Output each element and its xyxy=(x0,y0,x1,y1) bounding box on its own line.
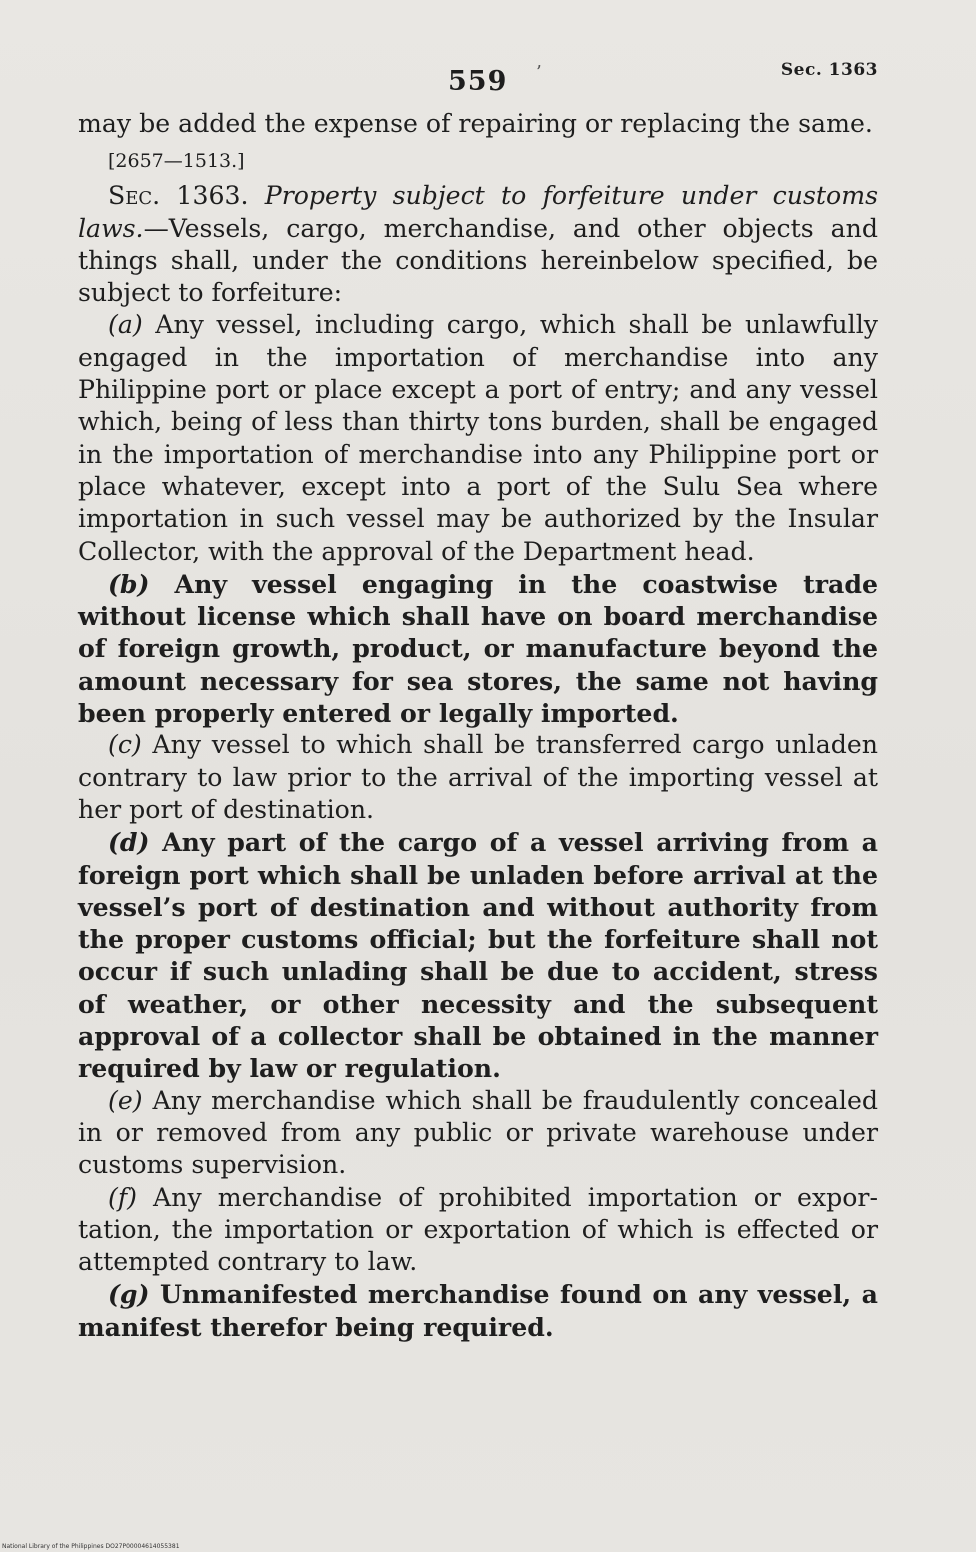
stray-mark: ’ xyxy=(536,62,542,83)
clause-e xyxy=(78,1085,878,1182)
clause-letter: (b) xyxy=(108,568,150,599)
clause-letter: (a) xyxy=(108,310,143,340)
clause-text: Unmanifested merchandise found on any vessel, a manifest therefor being required. xyxy=(78,1279,878,1342)
section-title: Property subject to forfeiture under customs laws. xyxy=(78,181,878,243)
clause-letter: (g) xyxy=(108,1279,150,1310)
clause-text: Any merchandise of prohibited importation or exportation, the importation or exportation of which is effected or attempted contrary to law. xyxy=(78,1182,878,1277)
clause-letter: (e) xyxy=(108,1085,143,1115)
clause-text: Any part of the cargo of a vessel arriving from a foreign port which shall be unladen before arrival at the vessel’s port of destination and without authority from the proper customs official; but the forfeiture shall not occur if such unlading shall be due to accident, stress of weather, or other necessity and the subsequent approval of a collector shall be obtained in the manner required by law or regulation. xyxy=(78,827,878,1084)
clause-c xyxy=(78,729,878,826)
page-body xyxy=(78,108,878,1343)
section-heading-paragraph xyxy=(78,180,878,309)
clause-text: Any vessel engaging in the coastwise trade without license which shall have on board merchandise of foreign growth, product, or manufacture beyond the amount necessary for sea stores, the same not having been properly entered or legally imported. xyxy=(78,568,878,729)
section-number: 1363. xyxy=(160,181,265,211)
running-section-reference: Sec. 1363 xyxy=(780,60,878,80)
clause-text: Any vessel to which shall be transferred cargo unladen contrary to law prior to the arrival of the importing vessel at her port of destination. xyxy=(78,730,878,824)
library-stamp: National Library of the Philippines DO27P00004614055381 xyxy=(2,1543,180,1550)
citation: [2657—1513.] xyxy=(108,150,245,173)
clause-text: Any vessel, including cargo, which shall be unlawfully engaged in the importation of merchandise into any Philippine port or place except a port of entry; and any vessel which, being of less than thirty tons burden, shall be engaged in the importation of merchandise into any Philippine port or place whatever, except into a port of the Sulu Sea where importation in such vessel may be authorized by the Insular Collector, with the approval of the Department head. xyxy=(78,310,878,566)
clause-letter: (c) xyxy=(108,730,142,760)
clause-d xyxy=(78,826,878,1084)
clause-text: Any merchandise which shall be fraudulently concealed in or removed from any public or private warehouse under customs supervision. xyxy=(78,1085,878,1180)
clause-letter: (f) xyxy=(108,1182,137,1212)
clause-letter: (d) xyxy=(108,827,150,858)
clause-a xyxy=(78,309,878,567)
section-intro: —Vessels, cargo, merchandise, and other objects and things shall, under the conditions hereinbelow specified, be subject to forfeiture: xyxy=(78,213,878,308)
clause-g xyxy=(78,1278,878,1343)
continuation-paragraph: may be added the expense of repairing or replacing the same. xyxy=(78,109,873,138)
section-label: Sec. xyxy=(108,181,161,211)
clause-f xyxy=(78,1182,878,1279)
page-header xyxy=(78,60,878,100)
page-number: 559 xyxy=(448,66,508,97)
clause-b xyxy=(78,568,878,729)
